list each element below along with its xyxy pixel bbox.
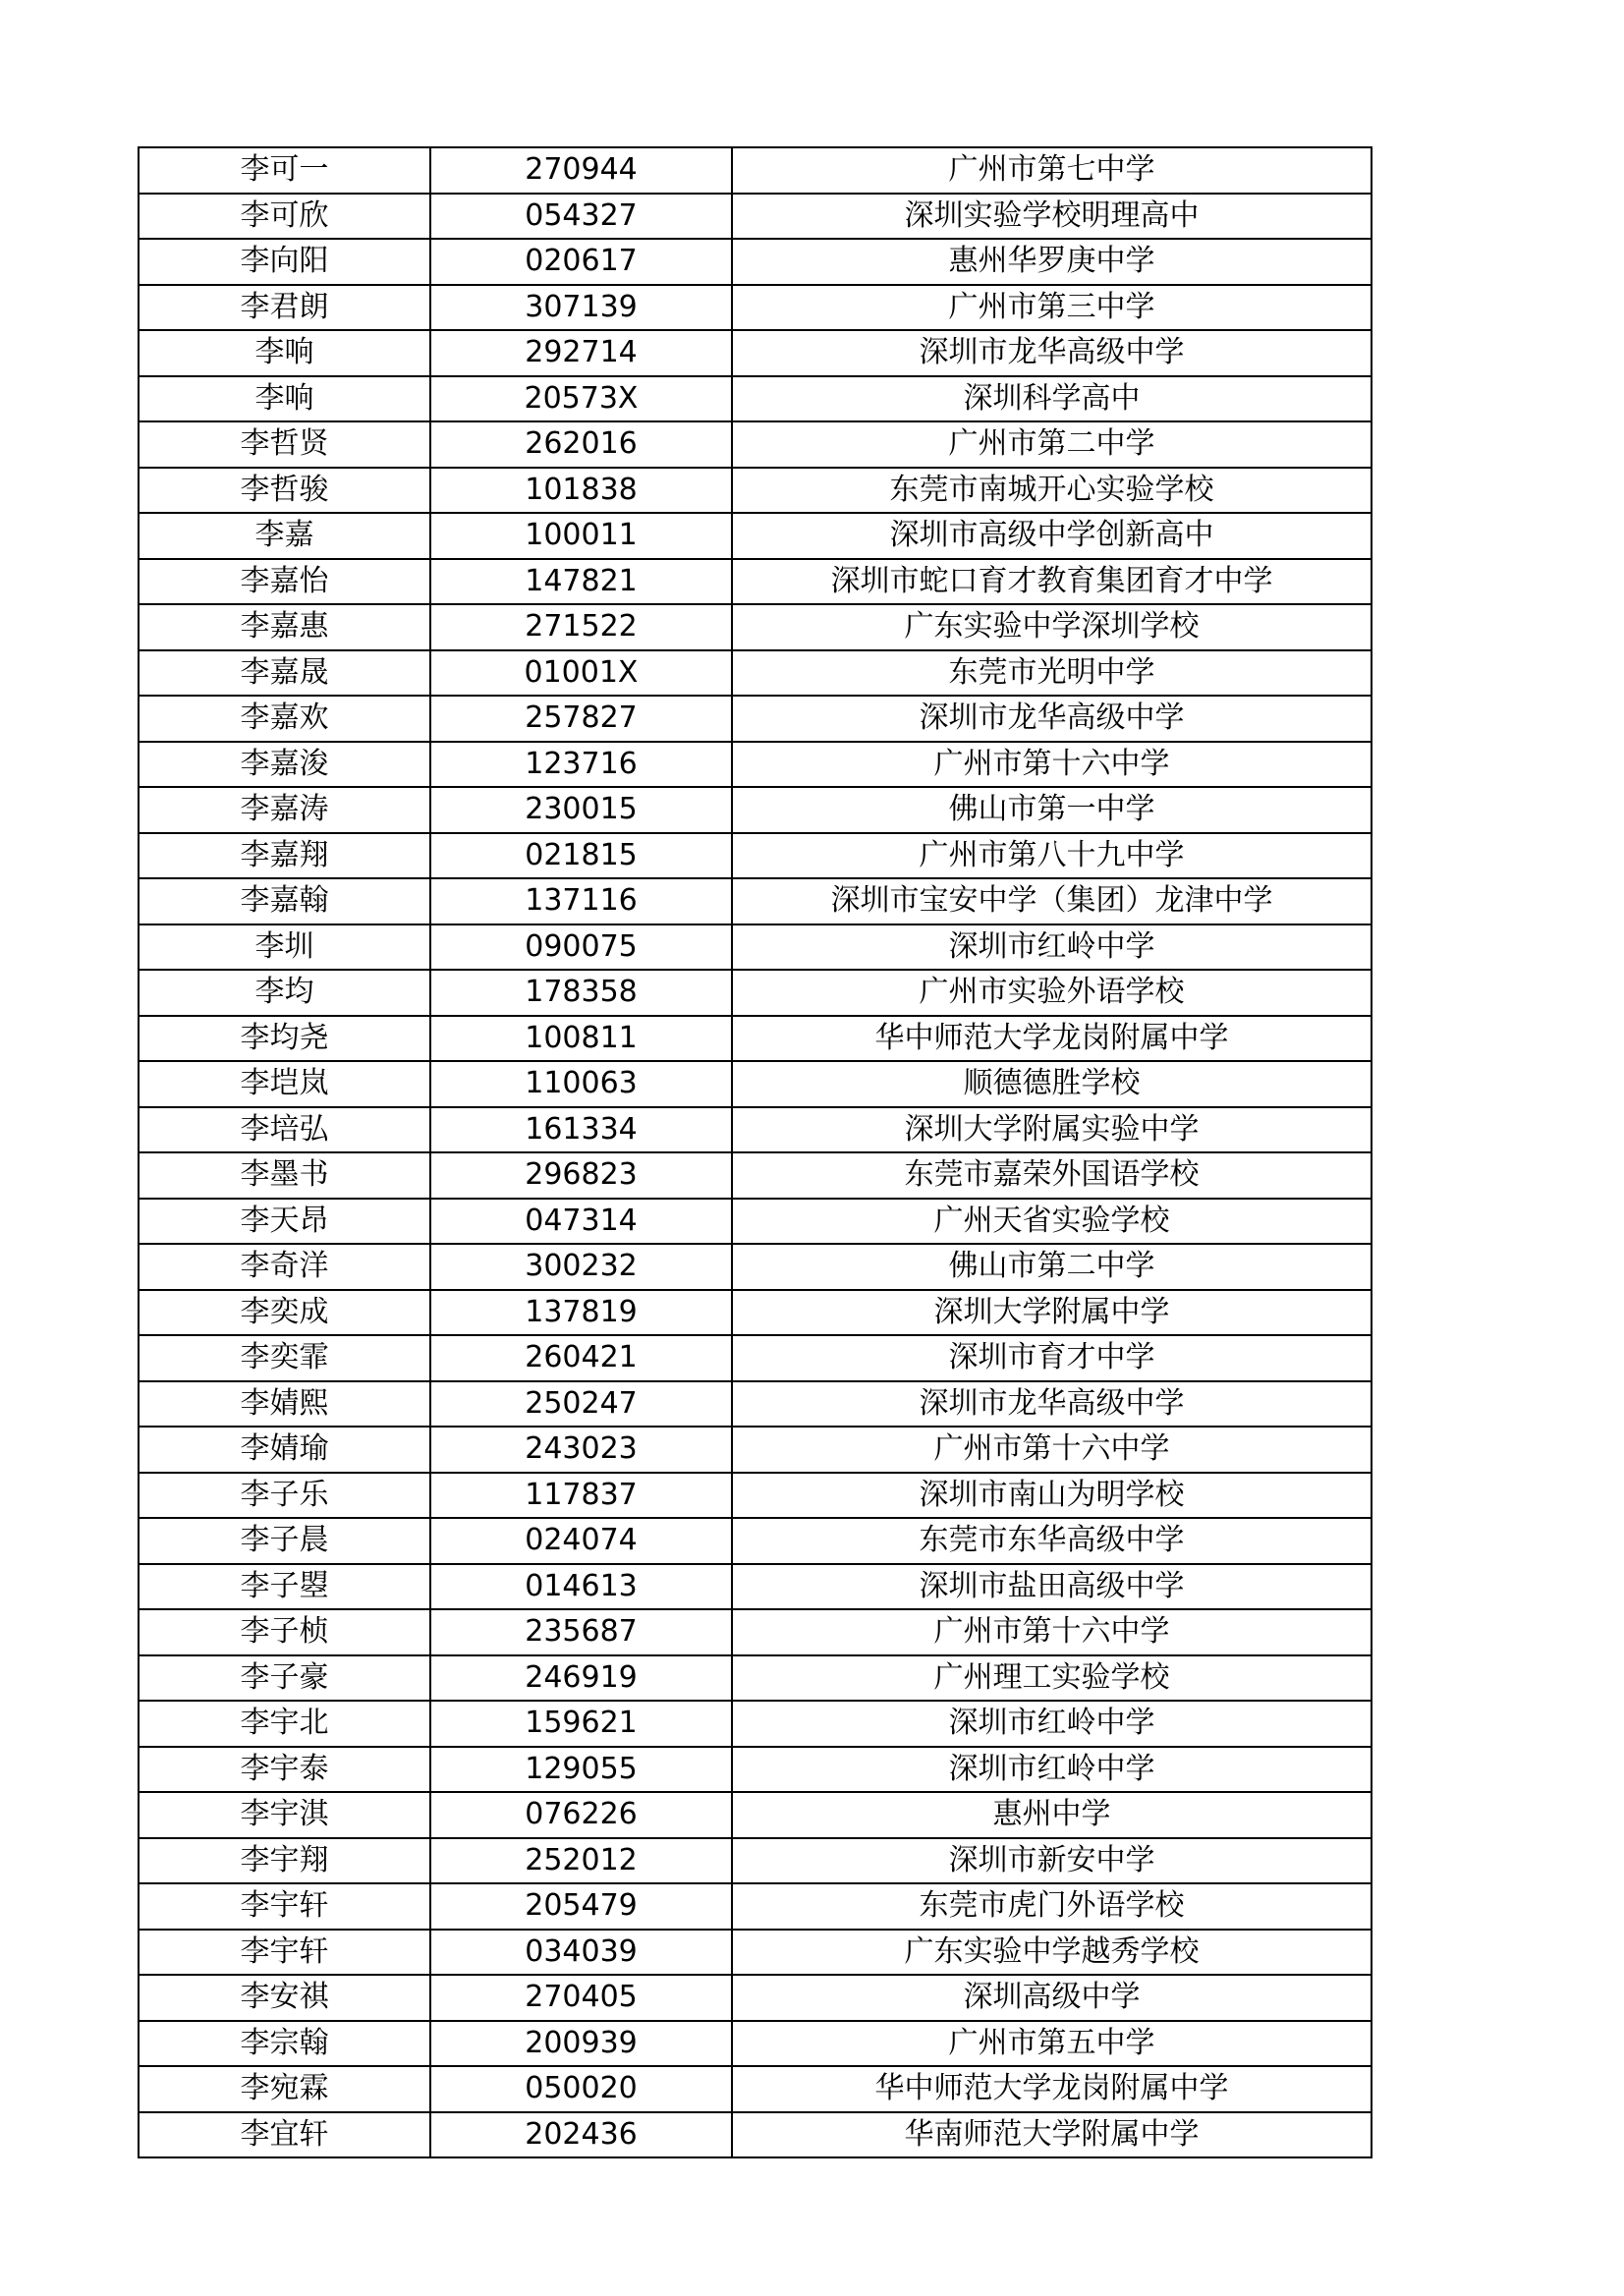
student-id-cell: 020617 [430, 239, 732, 285]
student-id-cell: 161334 [430, 1107, 732, 1153]
student-id-cell: 257827 [430, 696, 732, 742]
school-name-cell: 广东实验中学深圳学校 [732, 604, 1372, 650]
school-name-cell: 广州市第八十九中学 [732, 833, 1372, 879]
student-name-cell: 李嘉 [139, 513, 430, 559]
student-id-cell: 024074 [430, 1518, 732, 1564]
student-id-cell: 100811 [430, 1016, 732, 1062]
school-name-cell: 深圳市高级中学创新高中 [732, 513, 1372, 559]
student-id-cell: 137116 [430, 878, 732, 924]
school-name-cell: 深圳市红岭中学 [732, 924, 1372, 971]
table-row [139, 1975, 1372, 2021]
student-id-cell: 034039 [430, 1930, 732, 1976]
student-name-cell: 李嘉翔 [139, 833, 430, 879]
school-name-cell: 佛山市第二中学 [732, 1244, 1372, 1290]
table-row [139, 1107, 1372, 1153]
school-name-cell: 东莞市嘉荣外国语学校 [732, 1152, 1372, 1199]
student-id-cell: 110063 [430, 1061, 732, 1107]
table-row [139, 194, 1372, 240]
table-row [139, 1883, 1372, 1930]
student-id-cell: 101838 [430, 468, 732, 514]
student-name-cell: 李哲骏 [139, 468, 430, 514]
student-name-cell: 李子豪 [139, 1655, 430, 1702]
school-name-cell: 佛山市第一中学 [732, 787, 1372, 833]
school-name-cell: 深圳市南山为明学校 [732, 1473, 1372, 1519]
student-id-cell: 014613 [430, 1564, 732, 1610]
student-name-cell: 李响 [139, 330, 430, 376]
roster-table-body [139, 147, 1372, 2157]
school-name-cell: 东莞市南城开心实验学校 [732, 468, 1372, 514]
table-row [139, 604, 1372, 650]
student-name-cell: 李奕成 [139, 1290, 430, 1336]
student-id-cell: 260421 [430, 1335, 732, 1381]
school-name-cell: 东莞市东华高级中学 [732, 1518, 1372, 1564]
student-id-cell: 050020 [430, 2066, 732, 2112]
table-row [139, 1244, 1372, 1290]
school-name-cell: 东莞市光明中学 [732, 650, 1372, 697]
table-row [139, 650, 1372, 697]
school-name-cell: 惠州中学 [732, 1792, 1372, 1838]
student-id-cell: 296823 [430, 1152, 732, 1199]
table-row [139, 787, 1372, 833]
table-row [139, 468, 1372, 514]
student-id-cell: 200939 [430, 2021, 732, 2067]
table-row [139, 1792, 1372, 1838]
table-row [139, 1747, 1372, 1793]
student-id-cell: 137819 [430, 1290, 732, 1336]
student-id-cell: 292714 [430, 330, 732, 376]
student-name-cell: 李均 [139, 970, 430, 1016]
student-id-cell: 202436 [430, 2112, 732, 2158]
student-name-cell: 李子乐 [139, 1473, 430, 1519]
student-id-cell: 230015 [430, 787, 732, 833]
school-name-cell: 深圳大学附属实验中学 [732, 1107, 1372, 1153]
student-name-cell: 李宇淇 [139, 1792, 430, 1838]
table-row [139, 1930, 1372, 1976]
student-id-cell: 235687 [430, 1609, 732, 1655]
student-id-cell: 01001X [430, 650, 732, 697]
student-name-cell: 李子晨 [139, 1518, 430, 1564]
student-name-cell: 李宇北 [139, 1701, 430, 1747]
school-name-cell: 深圳市龙华高级中学 [732, 330, 1372, 376]
school-name-cell: 深圳市龙华高级中学 [732, 696, 1372, 742]
school-name-cell: 惠州华罗庚中学 [732, 239, 1372, 285]
table-row [139, 1199, 1372, 1245]
school-name-cell: 深圳市育才中学 [732, 1335, 1372, 1381]
student-name-cell: 李嘉晟 [139, 650, 430, 697]
school-name-cell: 深圳市红岭中学 [732, 1747, 1372, 1793]
table-row [139, 742, 1372, 788]
student-id-cell: 300232 [430, 1244, 732, 1290]
table-row [139, 1427, 1372, 1473]
school-name-cell: 深圳市新安中学 [732, 1838, 1372, 1884]
table-row [139, 1381, 1372, 1428]
student-name-cell: 李天昂 [139, 1199, 430, 1245]
table-row [139, 2112, 1372, 2158]
student-id-cell: 262016 [430, 421, 732, 468]
student-name-cell: 李嘉涛 [139, 787, 430, 833]
table-row [139, 421, 1372, 468]
school-name-cell: 广州市第七中学 [732, 147, 1372, 194]
school-name-cell: 广州理工实验学校 [732, 1655, 1372, 1702]
table-row [139, 833, 1372, 879]
table-row [139, 1609, 1372, 1655]
student-name-cell: 李宜轩 [139, 2112, 430, 2158]
roster-table [138, 146, 1372, 2158]
student-name-cell: 李嘉惠 [139, 604, 430, 650]
student-id-cell: 20573X [430, 376, 732, 422]
student-id-cell: 090075 [430, 924, 732, 971]
table-row [139, 924, 1372, 971]
school-name-cell: 深圳大学附属中学 [732, 1290, 1372, 1336]
student-id-cell: 243023 [430, 1427, 732, 1473]
student-id-cell: 054327 [430, 194, 732, 240]
school-name-cell: 深圳实验学校明理高中 [732, 194, 1372, 240]
student-name-cell: 李宛霖 [139, 2066, 430, 2112]
student-name-cell: 李哲贤 [139, 421, 430, 468]
student-id-cell: 047314 [430, 1199, 732, 1245]
student-id-cell: 100011 [430, 513, 732, 559]
student-name-cell: 李可欣 [139, 194, 430, 240]
school-name-cell: 顺德德胜学校 [732, 1061, 1372, 1107]
student-id-cell: 205479 [430, 1883, 732, 1930]
table-row [139, 147, 1372, 194]
table-row [139, 285, 1372, 331]
student-name-cell: 李响 [139, 376, 430, 422]
student-name-cell: 李安祺 [139, 1975, 430, 2021]
student-name-cell: 李宇轩 [139, 1883, 430, 1930]
table-row [139, 559, 1372, 605]
school-name-cell: 广州市第十六中学 [732, 1609, 1372, 1655]
student-id-cell: 076226 [430, 1792, 732, 1838]
school-name-cell: 广东实验中学越秀学校 [732, 1930, 1372, 1976]
table-row [139, 513, 1372, 559]
student-name-cell: 李宇泰 [139, 1747, 430, 1793]
student-id-cell: 147821 [430, 559, 732, 605]
student-name-cell: 李宗翰 [139, 2021, 430, 2067]
student-name-cell: 李君朗 [139, 285, 430, 331]
school-name-cell: 华中师范大学龙岗附属中学 [732, 1016, 1372, 1062]
school-name-cell: 深圳市蛇口育才教育集团育才中学 [732, 559, 1372, 605]
student-name-cell: 李宇翔 [139, 1838, 430, 1884]
student-id-cell: 270944 [430, 147, 732, 194]
school-name-cell: 广州市第十六中学 [732, 1427, 1372, 1473]
student-name-cell: 李墨书 [139, 1152, 430, 1199]
student-name-cell: 李均尧 [139, 1016, 430, 1062]
school-name-cell: 深圳市红岭中学 [732, 1701, 1372, 1747]
student-id-cell: 117837 [430, 1473, 732, 1519]
student-id-cell: 252012 [430, 1838, 732, 1884]
student-id-cell: 250247 [430, 1381, 732, 1428]
school-name-cell: 华南师范大学附属中学 [732, 2112, 1372, 2158]
table-row [139, 330, 1372, 376]
school-name-cell: 广州市实验外语学校 [732, 970, 1372, 1016]
school-name-cell: 广州市第五中学 [732, 2021, 1372, 2067]
student-id-cell: 246919 [430, 1655, 732, 1702]
table-row [139, 1655, 1372, 1702]
student-name-cell: 李向阳 [139, 239, 430, 285]
school-name-cell: 东莞市虎门外语学校 [732, 1883, 1372, 1930]
student-name-cell: 李圳 [139, 924, 430, 971]
student-id-cell: 123716 [430, 742, 732, 788]
table-row [139, 878, 1372, 924]
table-row [139, 1473, 1372, 1519]
student-name-cell: 李婧瑜 [139, 1427, 430, 1473]
school-name-cell: 广州天省实验学校 [732, 1199, 1372, 1245]
table-row [139, 1518, 1372, 1564]
table-row [139, 1061, 1372, 1107]
table-row [139, 376, 1372, 422]
school-name-cell: 深圳市盐田高级中学 [732, 1564, 1372, 1610]
table-row [139, 970, 1372, 1016]
school-name-cell: 华中师范大学龙岗附属中学 [732, 2066, 1372, 2112]
school-name-cell: 广州市第三中学 [732, 285, 1372, 331]
student-name-cell: 李奕霏 [139, 1335, 430, 1381]
student-id-cell: 307139 [430, 285, 732, 331]
student-name-cell: 李嘉怡 [139, 559, 430, 605]
student-name-cell: 李奇洋 [139, 1244, 430, 1290]
table-row [139, 1701, 1372, 1747]
school-name-cell: 深圳科学高中 [732, 376, 1372, 422]
table-row [139, 2021, 1372, 2067]
student-name-cell: 李可一 [139, 147, 430, 194]
table-row [139, 1564, 1372, 1610]
table-row [139, 696, 1372, 742]
student-id-cell: 159621 [430, 1701, 732, 1747]
table-row [139, 1335, 1372, 1381]
table-row [139, 1290, 1372, 1336]
student-name-cell: 李子曌 [139, 1564, 430, 1610]
table-row [139, 2066, 1372, 2112]
student-name-cell: 李培弘 [139, 1107, 430, 1153]
student-id-cell: 129055 [430, 1747, 732, 1793]
table-row [139, 239, 1372, 285]
student-name-cell: 李嘉欢 [139, 696, 430, 742]
student-name-cell: 李子桢 [139, 1609, 430, 1655]
student-name-cell: 李垲岚 [139, 1061, 430, 1107]
student-name-cell: 李宇轩 [139, 1930, 430, 1976]
student-id-cell: 270405 [430, 1975, 732, 2021]
student-name-cell: 李嘉浚 [139, 742, 430, 788]
student-name-cell: 李嘉翰 [139, 878, 430, 924]
table-row [139, 1152, 1372, 1199]
table-row [139, 1838, 1372, 1884]
school-name-cell: 深圳市宝安中学（集团）龙津中学 [732, 878, 1372, 924]
student-name-cell: 李婧熙 [139, 1381, 430, 1428]
school-name-cell: 深圳市龙华高级中学 [732, 1381, 1372, 1428]
table-row [139, 1016, 1372, 1062]
student-id-cell: 178358 [430, 970, 732, 1016]
student-id-cell: 021815 [430, 833, 732, 879]
school-name-cell: 广州市第十六中学 [732, 742, 1372, 788]
student-id-cell: 271522 [430, 604, 732, 650]
school-name-cell: 深圳高级中学 [732, 1975, 1372, 2021]
school-name-cell: 广州市第二中学 [732, 421, 1372, 468]
